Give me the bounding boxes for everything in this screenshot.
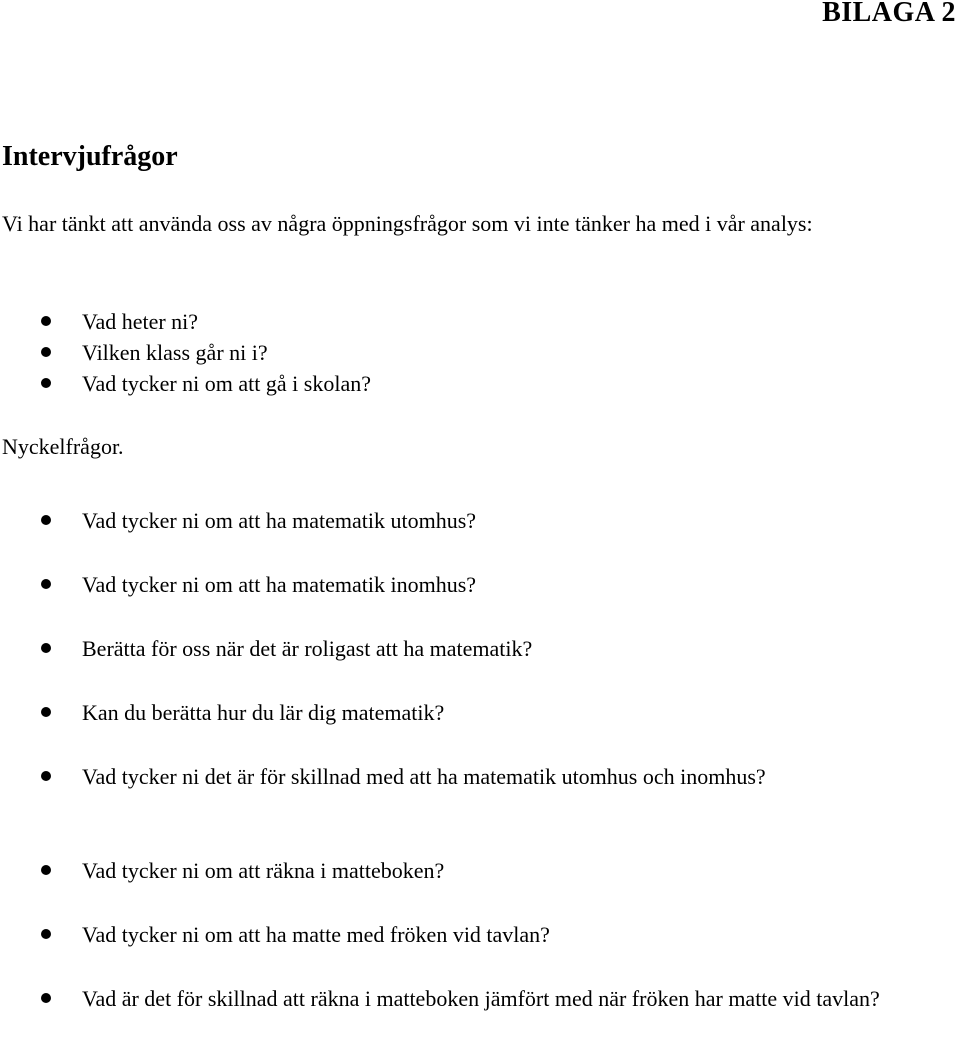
bullet-icon: [41, 347, 51, 357]
bullet-icon: [41, 993, 51, 1003]
question-text: Vilken klass går ni i?: [82, 340, 268, 365]
key-questions-heading: Nyckelfrågor.: [2, 434, 124, 459]
question-text: Vad heter ni?: [82, 309, 199, 334]
question-text: Vad tycker ni om att räkna i matteboken?: [82, 858, 445, 883]
document-title: Intervjufrågor: [2, 141, 178, 172]
question-text: Vad tycker ni om att gå i skolan?: [82, 371, 371, 396]
bullet-icon: [41, 929, 51, 939]
question-text: Vad tycker ni det är för skillnad med att ha matematik utomhus och inomhus?: [82, 764, 766, 789]
bullet-icon: [41, 579, 51, 589]
appendix-label: BILAGA 2: [822, 0, 956, 28]
question-text: Vad tycker ni om att ha matematik utomhus?: [82, 508, 477, 533]
intro-paragraph: Vi har tänkt att använda oss av några öppningsfrågor som vi inte tänker ha med i vår analys:: [2, 211, 813, 236]
question-text: Berätta för oss när det är roligast att ha matematik?: [82, 636, 533, 661]
bullet-icon: [41, 316, 51, 326]
question-text: Vad tycker ni om att ha matematik inomhus?: [82, 572, 477, 597]
bullet-icon: [41, 865, 51, 875]
question-text: Vad tycker ni om att ha matte med fröken vid tavlan?: [82, 922, 550, 947]
bullet-icon: [41, 515, 51, 525]
bullet-icon: [41, 771, 51, 781]
question-text: Vad är det för skillnad att räkna i matteboken jämfört med när fröken har matte vid tavlan?: [82, 986, 880, 1011]
bullet-icon: [41, 707, 51, 717]
bullet-icon: [41, 643, 51, 653]
question-text: Kan du berätta hur du lär dig matematik?: [82, 700, 445, 725]
bullet-icon: [41, 378, 51, 388]
